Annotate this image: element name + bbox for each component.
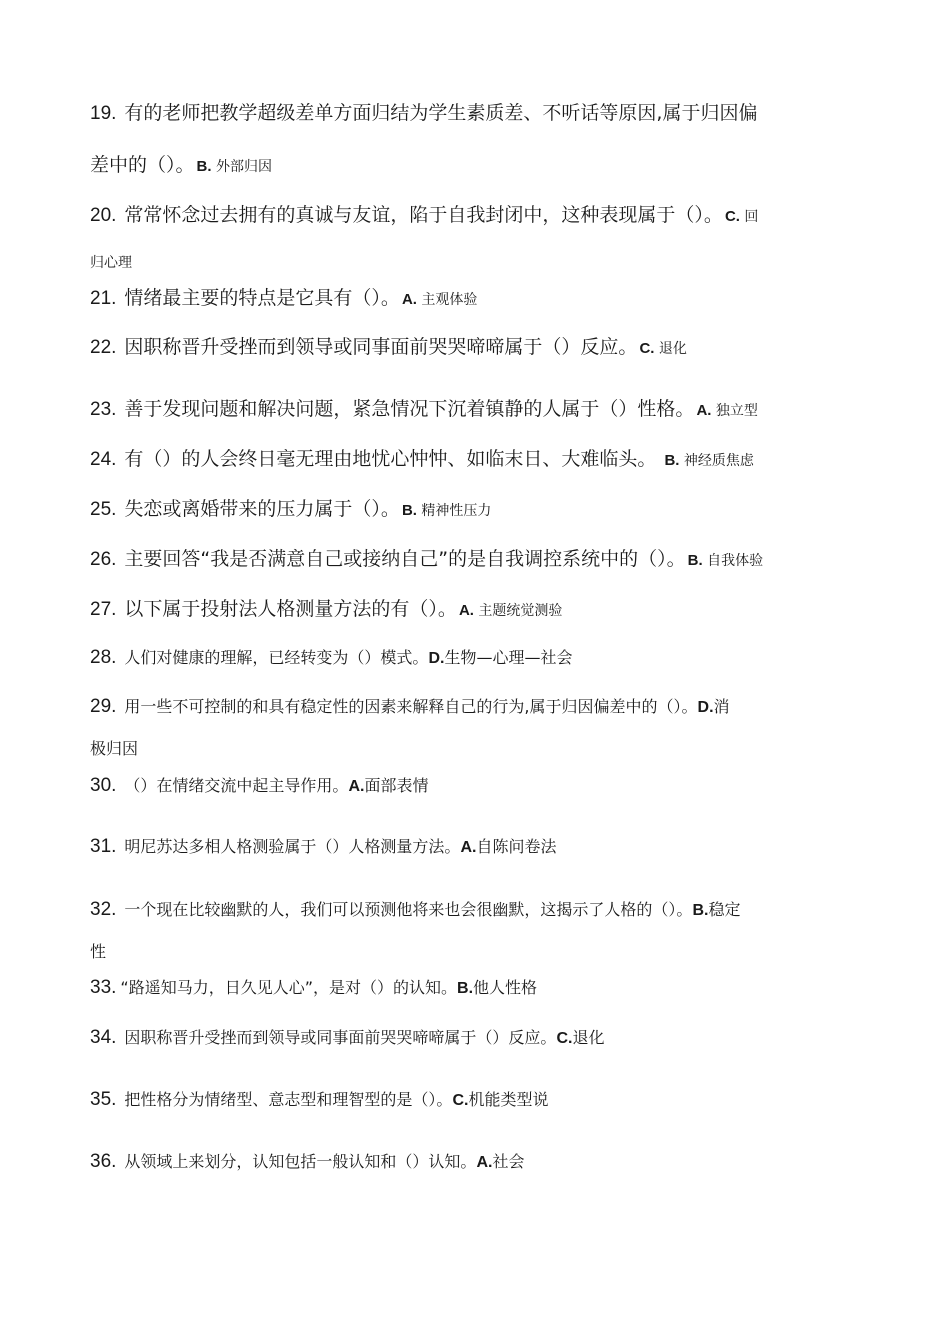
answer-text: 自陈问卷法 <box>476 837 557 856</box>
answer-text: 神经质焦虑 <box>683 453 754 469</box>
answer-letter: A. <box>460 839 477 856</box>
answer-text: 退化 <box>658 341 687 357</box>
answer-letter: B. <box>692 902 709 919</box>
question-text: 常常怀念过去拥有的真诚与友谊，陷于自我封闭中，这种表现属于（）。 <box>124 204 723 226</box>
answer-letter: D. <box>697 699 714 716</box>
answer-text: 稳定 <box>708 900 741 919</box>
answer-text: 外部归因 <box>215 159 272 175</box>
question-text: 善于发现问题和解决问题，紧急情况下沉着镇静的人属于（）性格。 <box>124 398 695 420</box>
question-number: 30. <box>90 775 117 796</box>
question-number: 28. <box>90 647 117 668</box>
question-text: 因职称晋升受挫而到领导或同事面前哭哭啼啼属于（）反应。 <box>124 1028 557 1047</box>
answer-letter: A. <box>458 602 474 619</box>
question-text: 一个现在比较幽默的人，我们可以预测他将来也会很幽默，这揭示了人格的（）。 <box>124 900 693 919</box>
question-text: 有（）的人会终日毫无理由地忧心忡忡、如临末日、大难临头。 <box>124 448 657 470</box>
question-number: 19. <box>90 103 117 124</box>
question-text: 用一些不可控制的和具有稳定性的因素来解释自己的行为,属于归因偏差中的（）。 <box>124 697 698 716</box>
question-text: 把性格分为情绪型、意志型和理智型的是（）。 <box>124 1090 453 1109</box>
answer-letter: C. <box>556 1030 573 1047</box>
answer-text: 生物—心理—社会 <box>444 648 573 667</box>
question-number: 24. <box>90 449 117 470</box>
answer-text: 回 <box>744 209 759 225</box>
answer-text: 他人性格 <box>473 978 538 997</box>
question-number: 23. <box>90 399 117 420</box>
answer-text: 机能类型说 <box>468 1090 549 1109</box>
answer-letter: A. <box>348 778 365 795</box>
answer-letter: B. <box>687 552 703 569</box>
answer-letter: A. <box>401 291 417 308</box>
question-number: 21. <box>90 288 117 309</box>
answer-text-continued: 极归因 <box>90 739 139 758</box>
question-text: 以下属于投射法人格测量方法的有（）。 <box>124 598 457 620</box>
question-number: 22. <box>90 337 117 358</box>
answer-text: 面部表情 <box>364 776 429 795</box>
question-number: 27. <box>90 599 117 620</box>
question-text: 主要回答“我是否满意自己或接纳自己”的是自我调控系统中的（）。 <box>124 548 686 570</box>
question-number: 32. <box>90 899 117 920</box>
answer-text-continued: 归心理 <box>90 255 132 271</box>
question-text: 人们对健康的理解，已经转变为（）模式。 <box>124 648 429 667</box>
question-number: 26. <box>90 549 117 570</box>
answer-letter: B. <box>401 502 417 519</box>
answer-letter: D. <box>428 650 445 667</box>
question-number: 34. <box>90 1027 117 1048</box>
answer-text: 独立型 <box>715 403 758 419</box>
question-number: 33. <box>90 977 117 998</box>
question-text: 情绪最主要的特点是它具有（）。 <box>124 287 400 309</box>
answer-letter: B. <box>664 452 680 469</box>
answer-letter: B. <box>196 158 212 175</box>
answer-letter: C. <box>639 340 655 357</box>
question-number: 20. <box>90 205 117 226</box>
question-number: 25. <box>90 499 117 520</box>
question-text: 失恋或离婚带来的压力属于（）。 <box>124 498 400 520</box>
answer-text: 社会 <box>492 1152 525 1171</box>
question-text: 有的老师把教学超级差单方面归结为学生素质差、不听话等原因,属于归因偏 <box>124 102 758 124</box>
question-text: 从领域上来划分，认知包括一般认知和（）认知。 <box>124 1152 477 1171</box>
answer-text: 精神性压力 <box>421 503 492 519</box>
question-text: 明尼苏达多相人格测验属于（）人格测量方法。 <box>124 837 461 856</box>
question-text: “路遥知马力，日久见人心”，是对（）的认知。 <box>120 978 458 997</box>
answer-letter: C. <box>452 1092 469 1109</box>
question-text-continued: 差中的（）。 <box>90 154 195 176</box>
answer-text-continued: 性 <box>90 942 107 961</box>
question-number: 36. <box>90 1151 117 1172</box>
question-text: （）在情绪交流中起主导作用。 <box>124 776 349 795</box>
answer-letter: A. <box>696 402 712 419</box>
question-number: 29. <box>90 696 117 717</box>
answer-text: 自我体验 <box>707 553 764 569</box>
answer-letter: A. <box>476 1154 493 1171</box>
answer-text: 主观体验 <box>421 292 478 308</box>
answer-text: 主题统觉测验 <box>478 603 563 619</box>
answer-text: 退化 <box>572 1028 605 1047</box>
answer-letter: C. <box>724 208 740 225</box>
question-number: 31. <box>90 836 117 857</box>
question-text: 因职称晋升受挫而到领导或同事面前哭哭啼啼属于（）反应。 <box>124 336 638 358</box>
answer-letter: B. <box>457 980 474 997</box>
question-number: 35. <box>90 1089 117 1110</box>
answer-text: 消 <box>713 697 730 716</box>
